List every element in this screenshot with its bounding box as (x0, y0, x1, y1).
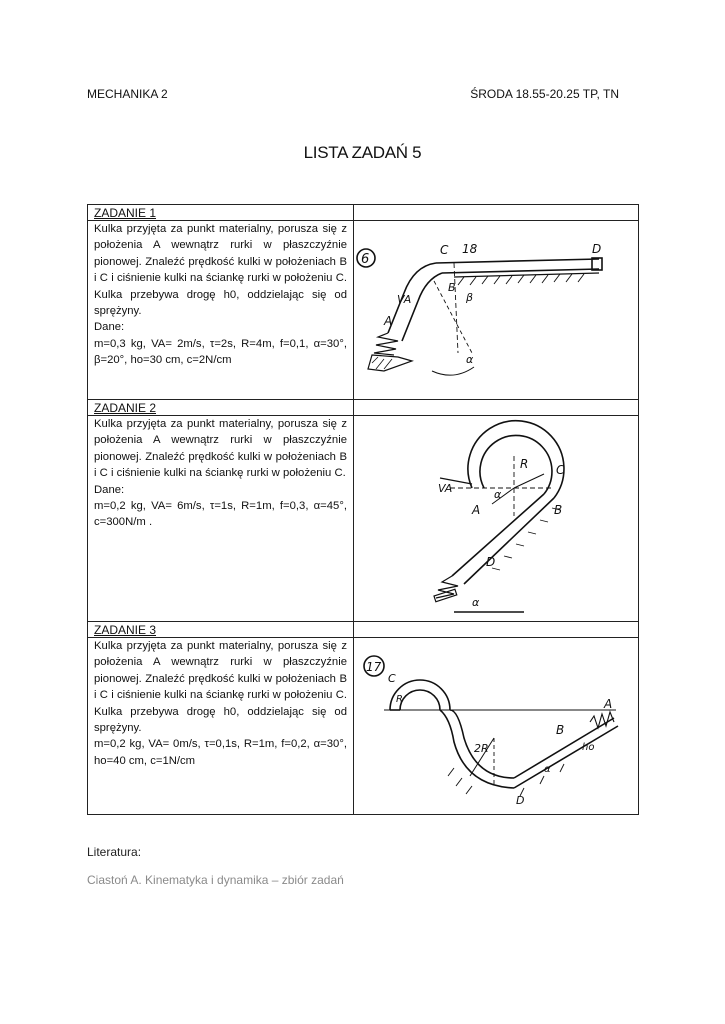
figure-label: A (472, 503, 481, 517)
figure-label: VA (438, 482, 453, 495)
figure-label: R (396, 694, 403, 705)
task-label: ZADANIE 2 (94, 401, 157, 415)
figure-label: C (388, 672, 396, 685)
figure-label: β (466, 291, 474, 304)
task-dane-label: Dane: (94, 483, 125, 496)
figure-label: D (516, 794, 525, 807)
task-dane-label: Dane: (94, 321, 125, 334)
task-text: Kulka przyjęta za punkt materialny, porusza się z położenia A wewnątrz rurki w płaszczyźnie pionowej. Znaleźć prędkość kulki w położeniach B i C i ciśnienie kulki na ściankę rurki w położeniu C. (94, 418, 347, 480)
task-body-row (88, 416, 639, 622)
tube-diagram-3 (354, 638, 640, 814)
page-title: LISTA ZADAŃ 5 (303, 143, 422, 162)
task-description (88, 416, 353, 531)
task-body-row (88, 221, 639, 400)
figure-label: 2R (474, 742, 489, 755)
figure-label: 6 (361, 252, 370, 267)
figure-label: B (556, 723, 565, 737)
figure-label: 18 (462, 242, 478, 256)
literature-label: Literatura: (87, 845, 142, 859)
task-figure-cell (354, 638, 639, 815)
task-label: ZADANIE 1 (94, 206, 157, 220)
figure-label: R (520, 457, 529, 471)
figure-label: A (604, 697, 613, 711)
figure-label: α (494, 488, 502, 501)
figure-label: C (440, 243, 449, 257)
literature-source: Ciastoń A. Kinematyka i dynamika – zbiór zadań (87, 873, 344, 887)
figure-label: α (466, 353, 474, 366)
schedule-info: ŚRODA 18.55-20.25 TP, TN (470, 87, 619, 101)
tube-diagram-2 (354, 416, 640, 621)
task-figure-cell (354, 416, 639, 622)
task-params: m=0,2 kg, VA= 6m/s, τ=1s, R=1m, f=0,3, α=45°, c=300N/m . (94, 500, 347, 529)
figure-label: C (556, 463, 565, 477)
task-header-row (88, 400, 639, 416)
figure-label: VA (397, 293, 412, 306)
task-params: m=0,3 kg, VA= 2m/s, τ=2s, R=4m, f=0,1, α=30°, β=20°, ho=30 cm, c=2N/cm (94, 337, 347, 367)
task-description (88, 221, 353, 369)
task-description (88, 638, 353, 769)
figure-label: B (448, 281, 456, 294)
figure-label: D (486, 555, 496, 569)
figure-label: B (554, 503, 563, 517)
figure-label: α (544, 764, 551, 775)
figure-label: 17 (366, 660, 382, 674)
task-text: Kulka przyjęta za punkt materialny, porusza się z położenia A wewnątrz rurki w płaszczyźnie pionowej. Znaleźć prędkość kulki w położeniach B i C i ciśnienie kulki na ściankę rurki w położeniu C. Kulka przebywa drogę h0, oddzielając się od sprężyny. (94, 223, 347, 318)
task-header-row (88, 622, 639, 638)
figure-label: A (384, 314, 393, 328)
tube-diagram-1 (354, 221, 640, 399)
task-header-row (88, 205, 639, 221)
figure-label: D (592, 242, 602, 256)
task-figure-cell (354, 221, 639, 400)
tasks-table (87, 204, 639, 815)
task-body-row (88, 638, 639, 815)
task-text: Kulka przyjęta za punkt materialny, porusza się z położenia A wewnątrz rurki w płaszczyźnie pionowej. Znaleźć prędkość kulki w położeniach B i C i ciśnienie kulki na ściankę rurki w położeniu C. Kulka przebywa drogę h0, oddzielając się od sprężyny. (94, 640, 347, 735)
task-params: m=0,2 kg, VA= 0m/s, τ=0,1s, R=1m, f=0,2, α=30°, ho=40 cm, c=1N/cm (94, 738, 347, 767)
task-label: ZADANIE 3 (94, 623, 157, 637)
course-name: MECHANIKA 2 (87, 87, 168, 101)
figure-label: α (472, 596, 480, 609)
figure-label: ho (582, 742, 595, 753)
